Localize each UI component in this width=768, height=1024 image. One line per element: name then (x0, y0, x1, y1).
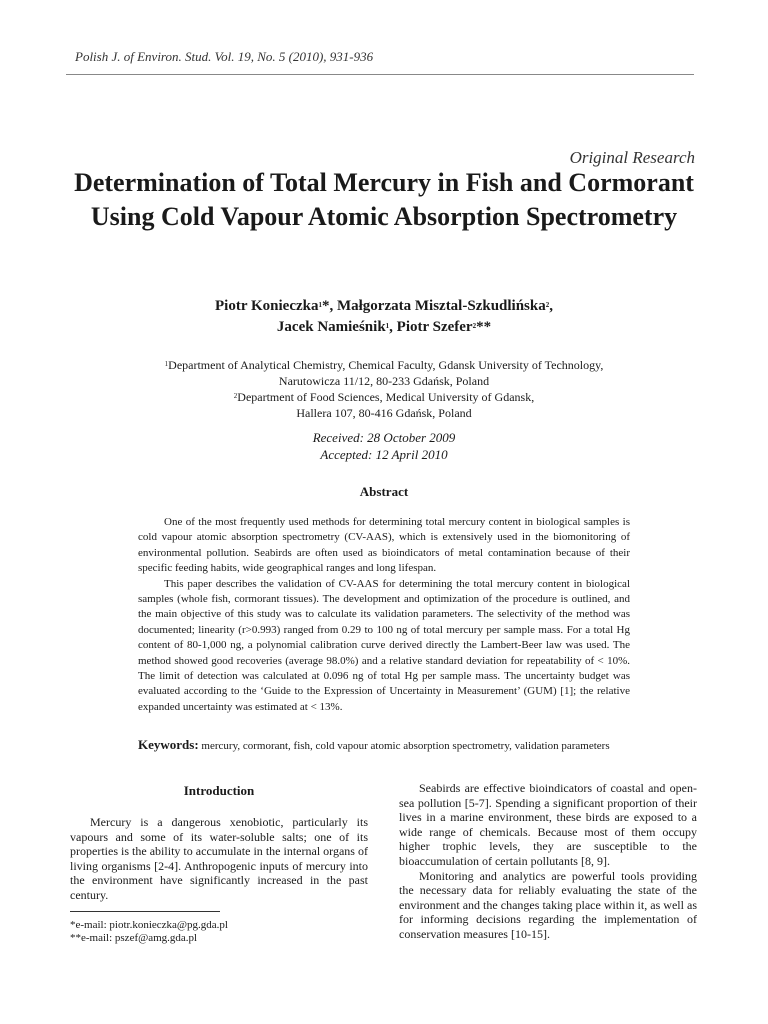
article-dates (70, 429, 698, 463)
keywords-label: Keywords: (138, 737, 199, 752)
abstract-paragraph: This paper describes the validation of CV-AAS for determining the total mercury content in biological samples (whole fish, cormorant tissues). The development and optimization of the procedure is outlined, and the main objective of this study was to calculate its validation parameters. The selectivity of the method was documented; linearity (r>0.993) ranged from 0.29 to 100 ng of total mercury per sample mass. For a total Hg content of 80-1,000 ng, a polynomial calibration curve derived directly the Lambert-Beer law was used. The method showed good recoveries (average 98.0%) and a relative standard deviation for repeatability of < 10%. The limit of detection was calculated at 0.096 ng of total Hg per sample mass. The uncertainty budget was evaluated according to the ‘Guide to the Expression of Uncertainty in Measurement’ (GUM) [1]; the relative expanded uncertainty was estimated at < 13%. (138, 577, 630, 713)
left-column-body (70, 815, 368, 903)
affiliation-line: Narutowicza 11/12, 80-233 Gdańsk, Poland (278, 374, 490, 388)
section-label: Original Research (569, 148, 695, 167)
author-affil-mark: 2 (545, 301, 550, 309)
introduction-heading: Introduction (183, 783, 255, 798)
author-separator: *, (321, 298, 337, 314)
footnotes (70, 919, 228, 945)
journal-citation: Polish J. of Environ. Stud. Vol. 19, No. 5 (2010), 931-936 (75, 49, 374, 64)
author-list (70, 296, 698, 338)
paper-title: Determination of Total Mercury in Fish and Cormorant Using Cold Vapour Atomic Absorption Spectrometry (74, 168, 694, 231)
body-paragraph: Monitoring and analytics are powerful tools providing the necessary data for reliably evaluating the state of the environment and the changes taking place within it, as well as for informing decisions regarding the implementation of conservation measures [10-15]. (399, 868, 697, 941)
affiliation-line: Department of Analytical Chemistry, Chemical Faculty, Gdansk University of Technology, (168, 358, 604, 372)
abstract-body (138, 515, 630, 715)
author-separator: , (389, 319, 397, 335)
author-name: Małgorzata Misztal-Szkudlińska (336, 298, 546, 314)
author-affil-mark: 2 (472, 322, 477, 330)
footnote-email: **e-mail: pszef@amg.gda.pl (70, 932, 198, 944)
received-date: Received: 28 October 2009 (312, 430, 456, 445)
affiliation-mark: 2 (233, 392, 238, 400)
affiliations (70, 357, 698, 421)
author-name: Piotr Konieczka (215, 298, 319, 314)
right-column-body (399, 781, 697, 942)
author-affil-mark: 1 (318, 301, 322, 309)
author-affil-mark: 1 (385, 322, 390, 330)
keywords-text: mercury, cormorant, fish, cold vapour atomic absorption spectrometry, validation parameters (198, 740, 610, 752)
author-separator: , (549, 298, 553, 314)
footnote-rule (70, 911, 220, 912)
affiliation-line: Department of Food Sciences, Medical University of Gdansk, (237, 390, 535, 404)
affiliation-line: Hallera 107, 80-416 Gdańsk, Poland (296, 406, 472, 420)
keywords (138, 737, 658, 753)
body-paragraph: Mercury is a dangerous xenobiotic, particularly its vapours and some of its water-soluble salts; one of its properties is the ability to accumulate in the internal organs of living organisms [2-4]. Anthropogenic inputs of mercury into the environment have significantly increased in the past century. (70, 815, 368, 902)
affiliation-mark: 1 (164, 360, 169, 368)
author-separator: ** (476, 319, 492, 335)
body-paragraph: Seabirds are effective bioindicators of coastal and open-sea pollution [5-7]. Spending a significant proportion of their lives in a marine environment, these birds are exposed to a wide range of chemicals. Because most of them occupy higher trophic levels, they are susceptible to the bioaccumulation of certain pollutants [8, 9]. (399, 781, 697, 868)
accepted-date: Accepted: 12 April 2010 (320, 447, 448, 462)
footnote-email: *e-mail: piotr.konieczka@pg.gda.pl (70, 919, 228, 931)
header-rule (66, 74, 694, 75)
author-name: Piotr Szefer (396, 319, 473, 335)
author-name: Jacek Namieśnik (276, 319, 386, 335)
abstract-heading: Abstract (359, 484, 409, 499)
abstract-paragraph: One of the most frequently used methods for determining total mercury content in biological samples is cold vapour atomic absorption spectrometry (CV-AAS), which is extensively used in the biomonitoring of environmental pollution. Seabirds are often used as bioindicators of metal contamination because of their specific feeding habits, wide geographical ranges and long lifespan. (138, 516, 630, 575)
